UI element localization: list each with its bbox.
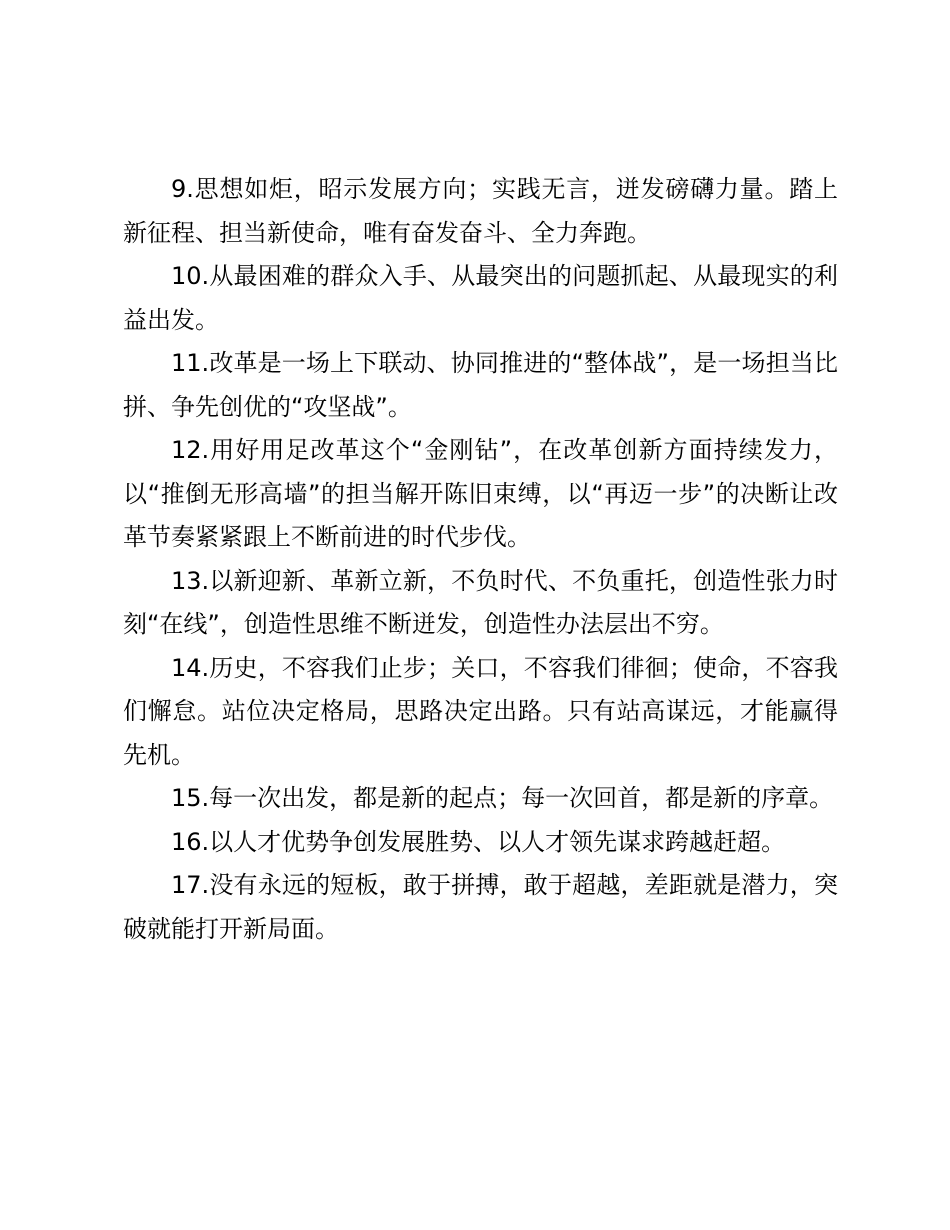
- paragraph-16: 16.以人才优势争创发展胜势、以人才领先谋求跨越赶超。: [171, 827, 786, 856]
- document-body: [123, 168, 838, 951]
- paragraph-11: 11.改革是一场上下联动、协同推进的“整体战”，是一场担当比拼、争先创优的“攻坚战”。: [123, 349, 838, 421]
- paragraph-12: 12.用好用足改革这个“金刚钻”，在改革创新方面持续发力，以“推倒无形高墙”的担当解开陈旧束缚，以“再迈一步”的决断让改革节奏紧紧跟上不断前进的时代步伐。: [123, 436, 838, 551]
- paragraph-17: 17.没有永远的短板，敢于拼搏，敢于超越，差距就是潜力，突破就能打开新局面。: [123, 871, 838, 943]
- paragraph-14: 14.历史，不容我们止步；关口，不容我们徘徊；使命，不容我们懈怠。站位决定格局，思路决定出路。只有站高谋远，才能赢得先机。: [123, 653, 838, 769]
- paragraph-13: 13.以新迎新、革新立新，不负时代、不负重托，创造性张力时刻“在线”，创造性思维不断迸发，创造性办法层出不穷。: [123, 566, 838, 638]
- paragraph-10: 10.从最困难的群众入手、从最突出的问题抓起、从最现实的利益出发。: [123, 262, 838, 334]
- paragraph-15: 15.每一次出发，都是新的起点；每一次回首，都是新的序章。: [171, 784, 834, 812]
- paragraph-9: 9.思想如炬，昭示发展方向；实践无言，迸发磅礴力量。踏上新征程、担当新使命，唯有奋发奋斗、全力奔跑。: [123, 175, 838, 247]
